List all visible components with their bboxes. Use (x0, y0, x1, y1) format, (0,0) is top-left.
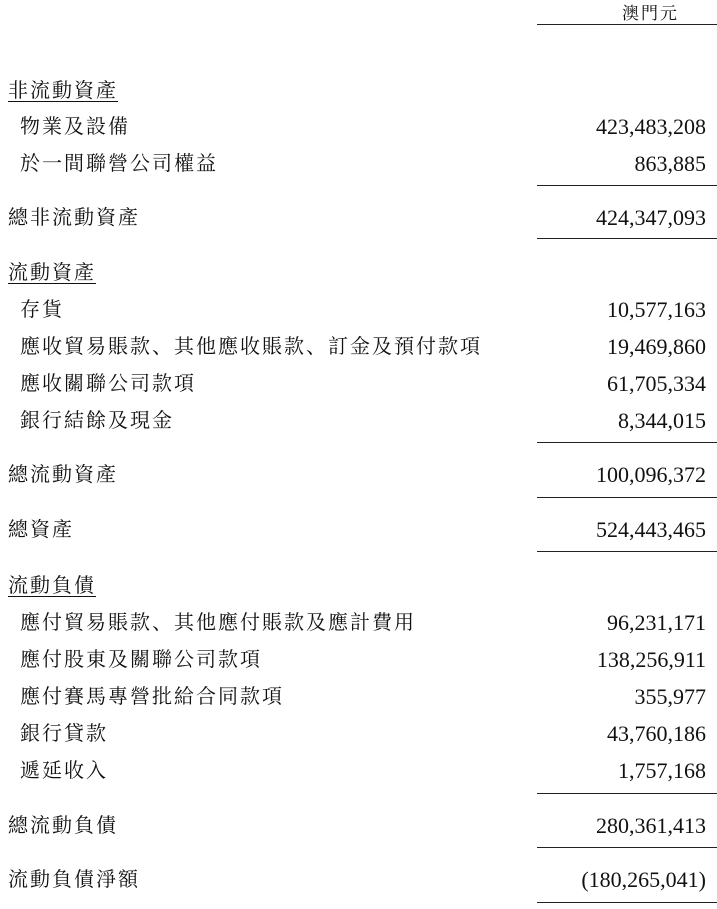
total-rule (537, 551, 717, 552)
subtotal-rule (537, 497, 717, 498)
subtotal-rule (537, 185, 717, 186)
total-current-liabilities-value: 280,361,413 (596, 813, 706, 838)
line-item-value: 10,577,163 (607, 297, 706, 322)
line-item-value: 355,977 (634, 684, 706, 709)
line-item-label: 應收貿易賬款、其他應收賬款、訂金及預付款項 (20, 334, 482, 358)
total-current-liabilities-label: 總流動負債 (8, 813, 118, 837)
line-item-value: 863,885 (634, 151, 706, 176)
line-item-value: 8,344,015 (618, 408, 706, 433)
total-non-current-assets-label: 總非流動資產 (8, 205, 140, 229)
net-current-liabilities-label: 流動負債淨額 (8, 867, 140, 891)
line-item-label: 應付賽馬專營批給合同款項 (20, 684, 284, 708)
non-current-assets-heading: 非流動資產 (8, 78, 118, 102)
currency-rule (537, 24, 717, 25)
line-item-label: 物業及設備 (20, 114, 130, 138)
currency-label: 澳門元 (622, 4, 679, 24)
line-item-label: 遞延收入 (20, 758, 108, 782)
subtotal-rule (537, 847, 717, 848)
line-item-label: 於一間聯營公司權益 (20, 151, 218, 175)
line-item-value: 423,483,208 (596, 114, 706, 139)
net-current-liabilities-value: (180,265,041) (581, 867, 706, 892)
current-assets-heading: 流動資產 (8, 260, 96, 284)
total-current-assets-label: 總流動資產 (8, 462, 118, 486)
line-item-value: 138,256,911 (596, 647, 706, 672)
subtotal-rule (537, 442, 717, 443)
total-assets-label: 總資產 (8, 517, 74, 541)
total-non-current-assets-value: 424,347,093 (596, 205, 706, 230)
line-item-value: 96,231,171 (607, 610, 706, 635)
total-current-assets-value: 100,096,372 (596, 462, 706, 487)
line-item-label: 應收關聯公司款項 (20, 371, 196, 395)
line-item-label: 銀行貸款 (20, 721, 108, 745)
current-liabilities-heading: 流動負債 (8, 573, 96, 597)
total-rule (537, 238, 717, 239)
line-item-value: 43,760,186 (607, 721, 706, 746)
line-item-label: 應付貿易賬款、其他應付賬款及應計費用 (20, 610, 416, 634)
line-item-value: 19,469,860 (607, 334, 706, 359)
total-assets-value: 524,443,465 (596, 517, 706, 542)
line-item-label: 銀行結餘及現金 (20, 408, 174, 432)
bottom-rule (537, 902, 717, 903)
line-item-label: 存貨 (20, 297, 64, 321)
line-item-value: 61,705,334 (607, 371, 706, 396)
line-item-label: 應付股東及關聯公司款項 (20, 647, 262, 671)
subtotal-rule (537, 793, 717, 794)
line-item-value: 1,757,168 (618, 758, 706, 783)
